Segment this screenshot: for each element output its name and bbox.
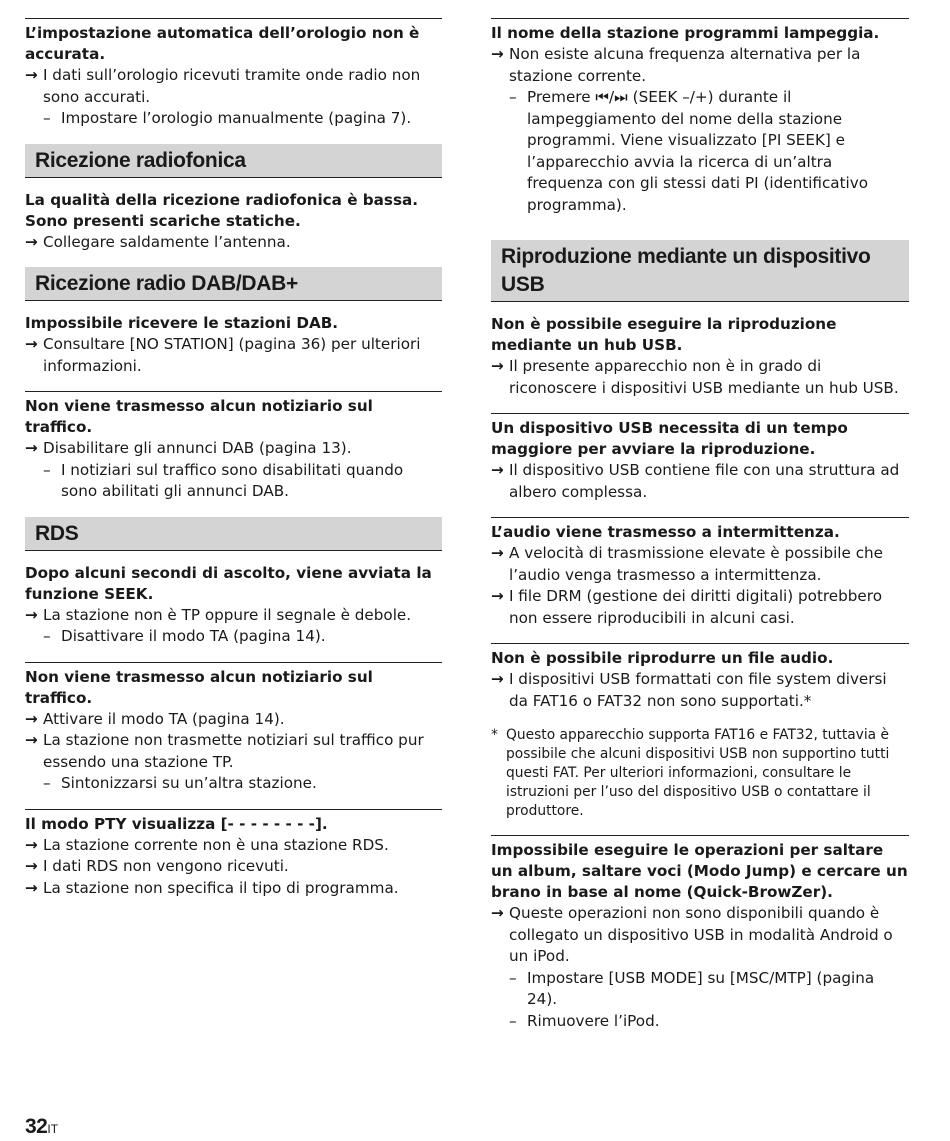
arrow-icon: → xyxy=(491,670,504,688)
dash-icon: – xyxy=(509,1011,517,1030)
arrow-icon: → xyxy=(491,587,504,605)
station-item xyxy=(491,18,909,216)
arrow-icon: → xyxy=(25,709,38,728)
cause-text: → I file DRM (gestione dei diritti digitali) potrebbero non essere riproducibili in alcuni casi. xyxy=(491,587,882,627)
arrow-icon: → xyxy=(25,731,38,749)
cause-text: → A velocità di trasmissione elevate è possibile che l’audio venga trasmesso a intermittenza. xyxy=(491,544,884,584)
problem-text: Impossibile eseguire le operazioni per saltare un album, saltare voci (Modo Jump) e cercare un brano in base al nome (Quick-BrowZer). xyxy=(491,841,908,901)
problem-text: Non è possibile eseguire la riproduzione mediante un hub USB. xyxy=(491,315,837,354)
problem-text: Non viene trasmesso alcun notiziario sul traffico. xyxy=(25,667,373,707)
dash-icon: – xyxy=(43,627,51,645)
cause-text: → Consultare [NO STATION] (pagina 36) per ulteriori informazioni. xyxy=(25,335,421,375)
arrow-icon: → xyxy=(491,904,504,922)
problem-text: La qualità della ricezione radiofonica è bassa. Sono presenti scariche statiche. xyxy=(25,190,419,230)
problem-text: Dopo alcuni secondi di ascolto, viene avviata la funzione SEEK. xyxy=(25,563,432,603)
dab-item-2 xyxy=(25,391,442,503)
cause-text: → Non esiste alcuna frequenza alternativa per la stazione corrente. xyxy=(491,45,861,85)
usb-item-3 xyxy=(491,517,909,629)
usb-item-5 xyxy=(491,835,909,1032)
usb-item-1 xyxy=(491,314,909,399)
cause-text: → La stazione non è TP oppure il segnale è debole. xyxy=(25,605,442,627)
section-heading-radio: Ricezione radiofonica xyxy=(25,144,442,178)
section-heading-usb: Riproduzione mediante un dispositivo USB xyxy=(491,240,909,302)
arrow-icon: → xyxy=(25,835,38,854)
problem-text: Un dispositivo USB necessita di un tempo maggiore per avviare la riproduzione. xyxy=(491,419,848,458)
page-number: 32IT xyxy=(25,1115,59,1138)
dash-icon: – xyxy=(43,774,51,792)
cause-text: → Il dispositivo USB contiene file con una struttura ad albero complessa. xyxy=(491,461,900,501)
usb-item-4 xyxy=(491,643,909,712)
section-heading-dab: Ricezione radio DAB/DAB+ xyxy=(25,267,442,301)
problem-text: L’audio viene trasmesso a intermittenza. xyxy=(491,523,840,541)
arrow-icon: → xyxy=(25,878,38,897)
right-column xyxy=(491,18,909,1046)
arrow-icon: → xyxy=(491,461,504,479)
cause-text: → Attivare il modo TA (pagina 14). xyxy=(25,709,442,731)
dash-icon: – xyxy=(509,968,517,987)
arrow-icon: → xyxy=(25,232,38,251)
arrow-icon: → xyxy=(25,335,38,353)
problem-text: Impossibile ricevere le stazioni DAB. xyxy=(25,314,339,332)
clock-item xyxy=(25,18,442,130)
dash-icon: – xyxy=(43,109,51,127)
dab-item-1 xyxy=(25,313,442,377)
cause-text: → Il presente apparecchio non è in grado di riconoscere i dispositivi USB mediante un hub USB. xyxy=(491,357,899,397)
solution-text: – Rimuovere l’iPod. xyxy=(491,1011,909,1033)
solution-text: – Sintonizzarsi su un’altra stazione. xyxy=(25,773,442,795)
solution-text: – Premere ⏮/⏭ (SEEK –/+) durante il lampeggiamento del nome della stazione programmi. Viene visualizzato [PI SEEK] e l’apparecchio avvia la ricerca di un’altra frequenza con gli stessi dati PI (identificativo programma). xyxy=(509,88,869,214)
solution-text: – Impostare l’orologio manualmente (pagina 7). xyxy=(25,108,442,130)
solution-text: – Disattivare il modo TA (pagina 14). xyxy=(25,626,442,648)
cause-text: → I dati sull’orologio ricevuti tramite onde radio non sono accurati. xyxy=(25,66,421,106)
rds-item-3 xyxy=(25,809,442,900)
cause-text: → La stazione non specifica il tipo di programma. xyxy=(25,878,442,900)
problem-text: Il modo PTY visualizza [- - - - - - - -]. xyxy=(25,814,328,833)
arrow-icon: → xyxy=(491,357,504,375)
usb-item-2 xyxy=(491,413,909,503)
cause-text: → I dati RDS non vengono ricevuti. xyxy=(25,856,442,878)
cause-text: → La stazione non trasmette notiziari sul traffico pur essendo una stazione TP. xyxy=(25,731,424,771)
arrow-icon: → xyxy=(25,439,38,457)
radio-item xyxy=(25,190,442,254)
cause-text: → Disabilitare gli annunci DAB (pagina 13). xyxy=(25,438,442,460)
solution-text: – I notiziari sul traffico sono disabilitati quando sono abilitati gli annunci DAB. xyxy=(43,460,404,500)
problem-text: Non viene trasmesso alcun notiziario sul traffico. xyxy=(25,397,373,436)
left-column xyxy=(25,18,442,913)
dash-icon: – xyxy=(509,88,517,106)
rds-item-2 xyxy=(25,662,442,795)
cause-text: → Queste operazioni non sono disponibili quando è collegato un dispositivo USB in modalità Android o un iPod. xyxy=(491,904,893,965)
arrow-icon: → xyxy=(25,857,38,875)
arrow-icon: → xyxy=(25,66,38,84)
solution-text: – Impostare [USB MODE] su [MSC/MTP] (pagina 24). xyxy=(509,968,875,1008)
arrow-icon: → xyxy=(491,45,504,63)
footnote: * Questo apparecchio supporta FAT16 e FAT32, tuttavia è possibile che alcuni dispositivi USB non supportino tutti questi FAT. Per ulteriori informazioni, consultare le istruzioni per l’uso del dispositivo USB o contattare il produttore. xyxy=(491,727,890,819)
arrow-icon: → xyxy=(25,605,38,624)
dash-icon: – xyxy=(43,460,51,479)
cause-text: → La stazione corrente non è una stazione RDS. xyxy=(25,835,442,857)
problem-text: L’impostazione automatica dell’orologio non è accurata. xyxy=(25,24,420,63)
problem-text: Non è possibile riprodurre un file audio. xyxy=(491,649,834,667)
section-heading-rds: RDS xyxy=(25,517,442,551)
cause-text: → Collegare saldamente l’antenna. xyxy=(25,232,442,254)
arrow-icon: → xyxy=(491,544,504,562)
rds-item-1 xyxy=(25,563,442,648)
cause-text: → I dispositivi USB formattati con file system diversi da FAT16 o FAT32 non sono supportati.* xyxy=(491,670,887,710)
problem-text: Il nome della stazione programmi lampeggia. xyxy=(491,24,880,42)
footnote-mark: * xyxy=(491,727,498,743)
